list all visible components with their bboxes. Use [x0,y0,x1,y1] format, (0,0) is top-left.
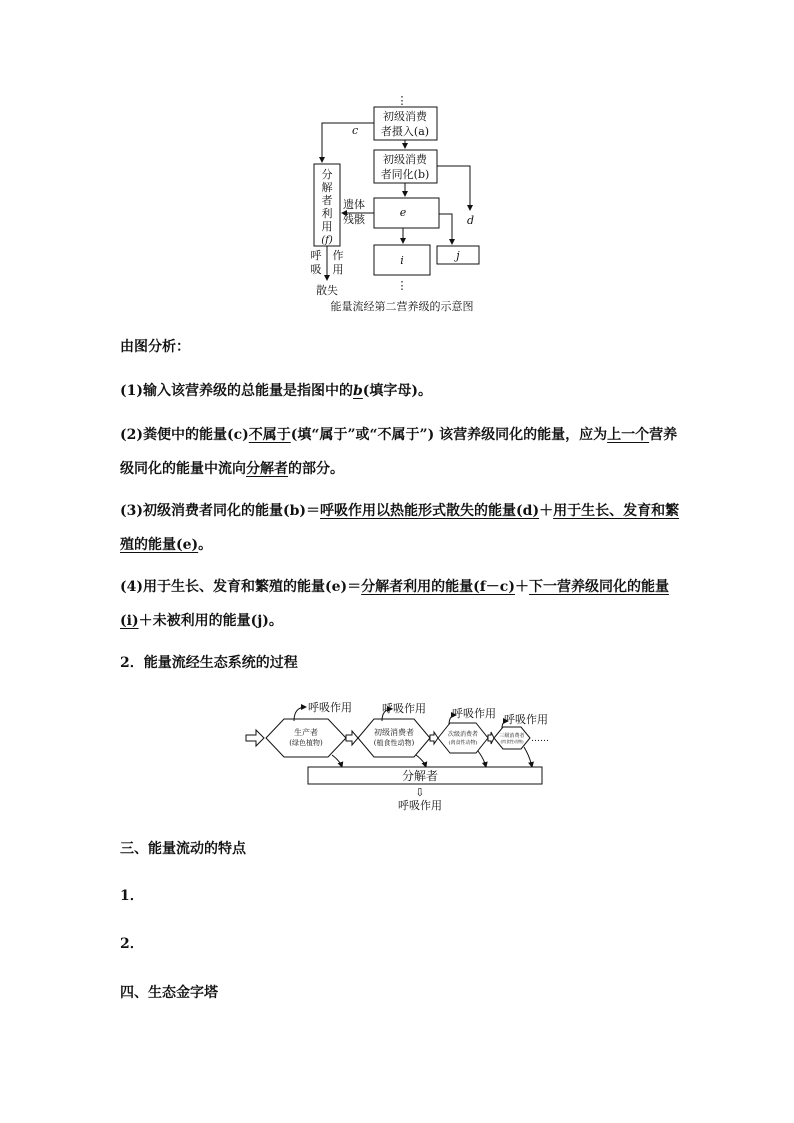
box-b-line2: 者同化(b) [380,168,430,181]
tertiary-label: 三级消费者 [499,733,525,739]
decomposer-char: 解 [321,181,333,194]
analysis-p2: (2)粪便中的能量(c)不属于(填“属于”或“不属于”) 该营养级同化的能量，应为上一个营养级同化的能量中流向分解者的部分。 [120,427,678,477]
analysis-p1: (1)输入该营养级的总能量是指图中的b(填字母)。 [120,383,433,399]
section2-title: 2．能量流经生态系统的过程 [120,655,298,671]
analysis-p4: (4)用于生长、发育和繁殖的能量(e)＝分解者利用的能量(f－c)＋下一营养级同化的能量(i)＋未被利用的能量(j)。 [120,579,669,629]
arrow-c [322,123,374,162]
chain-ellipsis: …… [531,734,549,744]
answer-respiration-d: 呼吸作用以热能形式散失的能量(d) [320,503,540,519]
analysis-p3: (3)初级消费者同化的能量(b)＝呼吸作用以热能形式散失的能量(d)＋用于生长、发育和繁殖的能量(e)。 [120,503,680,553]
to-decomposer-4 [524,747,532,767]
top-dots: ⋮ [396,94,408,107]
to-decomposer-1 [332,755,342,767]
box-e [374,198,439,228]
label-c: c [352,124,359,137]
respiration-label-4: 呼吸作用 [504,713,548,726]
producer-sublabel: (绿色植物) [289,739,323,747]
box-j-label: j [456,249,460,262]
box-e-label: e [399,206,407,219]
answer-decomposer-f-c: 分解者利用的能量(f－c) [361,579,515,595]
primary-consumer-node [358,719,430,757]
answer-next-level-i: 下一营养级同化的能量(i) [120,579,669,629]
decomposer-char: 者 [321,194,333,207]
answer-b: b [353,383,363,399]
decomposer-char: 利 [321,207,333,220]
secondary-label: 次级消费者 [447,731,479,738]
box-i-label: i [400,254,404,267]
secondary-consumer-node [438,723,488,753]
answer-not-belong: 不属于 [248,427,291,443]
producer-label: 生产者 [294,728,318,737]
bottom-dots: ⋮ [396,279,408,292]
label-remains-2: 残骸 [343,213,365,226]
arrow-b-to-d [437,166,470,210]
resp-col2: 用 [332,263,344,276]
to-decomposer-2 [416,755,426,767]
decomposer-label: 分解者 [401,769,439,783]
arrow-primary-secondary [430,732,438,744]
answer-decomposer: 分解者 [246,461,288,477]
respiration-label-2: 呼吸作用 [382,702,426,715]
section3-item2: 2． [120,936,144,952]
label-remains-1: 遗体 [343,198,365,211]
primary-sublabel: (植食性动物) [373,739,415,747]
decomposer-char: (f) [321,235,333,246]
ecosystem-energy-flow-diagram [244,697,554,817]
decomposer-char: 分 [321,168,333,181]
down-arrow: ⇩ [415,786,425,799]
decomposer-respiration: 呼吸作用 [398,799,442,812]
section4-title: 四、生态金字塔 [120,985,218,1001]
resp-col1: 吸 [310,263,322,276]
respiration-label-1: 呼吸作用 [308,701,352,714]
arrow-secondary-tertiary [488,732,494,744]
producer-node [266,719,346,757]
section3-item1: 1． [120,888,144,904]
arrow-producer-primary [346,731,358,745]
sunlight-input-arrow [246,730,264,746]
section3-title: 三、能量流动的特点 [120,841,246,857]
box-a-line1: 初级消费 [383,110,427,123]
tertiary-sublabel: (肉食性动物) [500,739,524,744]
secondary-sublabel: (肉食性动物) [448,740,478,746]
box-b-line1: 初级消费 [383,153,427,166]
resp-col1: 呼 [310,249,322,262]
resp-col2: 作 [332,249,344,262]
box-a-line2: 者摄入(a) [380,125,430,138]
answer-growth-e: 用于生长、发育和繁殖的能量(e) [120,503,680,553]
to-decomposer-3 [478,751,486,767]
diagram-caption: 能量流经第二营养级的示意图 [330,300,474,313]
primary-label: 初级消费者 [374,728,414,737]
decomposer-char: 用 [321,220,333,233]
energy-flow-second-level-diagram [300,92,510,317]
resp-bottom: 散失 [316,284,338,297]
respiration-label-3: 呼吸作用 [452,707,496,720]
answer-previous-level: 上一个 [607,427,650,443]
arrow-e-to-j [439,214,452,244]
analysis-intro: 由图分析： [120,339,190,355]
label-d: d [467,214,475,227]
